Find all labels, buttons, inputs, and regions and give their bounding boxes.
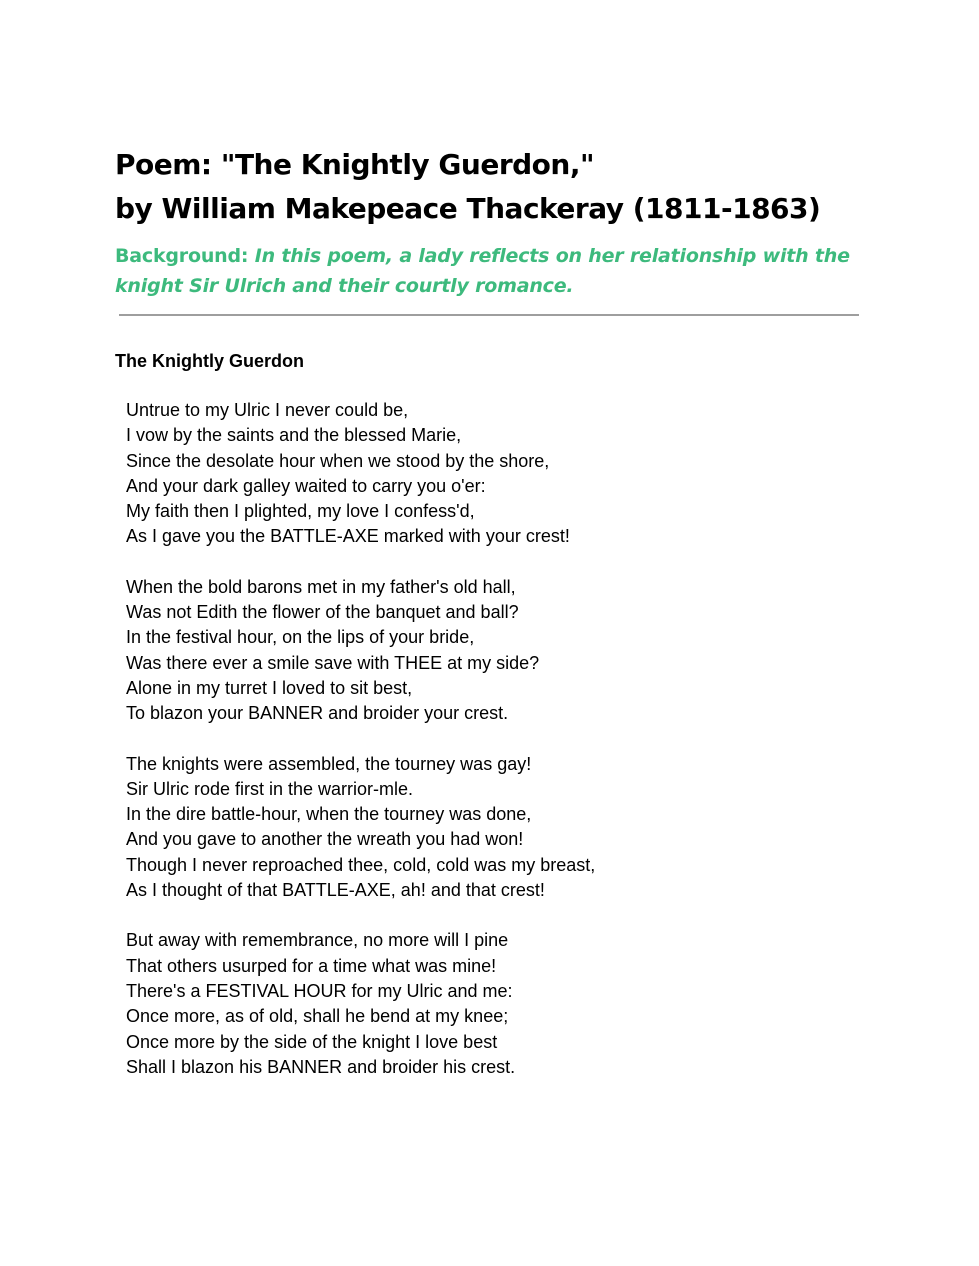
poem-line: As I gave you the BATTLE-AXE marked with your crest! <box>126 526 570 547</box>
poem-title: The Knightly Guerdon <box>115 351 304 371</box>
poem-line: Alone in my turret I loved to sit best, <box>126 677 413 698</box>
poem-line: There's a FESTIVAL HOUR for my Ulric and me: <box>126 980 513 1001</box>
poem-line: The knights were assembled, the tourney was gay! <box>126 753 532 774</box>
poem-line: In the festival hour, on the lips of your bride, <box>126 627 475 648</box>
poem-line: Untrue to my Ulric I never could be, <box>126 400 409 420</box>
stanza-2 <box>126 575 886 727</box>
background-text: In this poem, a lady reflects on her relationship with the knight Sir Ulrich and their courtly romance. <box>115 245 850 297</box>
poem-line: Was not Edith the flower of the banquet and ball? <box>126 602 519 623</box>
page-title <box>115 143 875 231</box>
poem-line: But away with remembrance, no more will I pine <box>126 930 509 951</box>
stanza-1 <box>126 398 886 550</box>
poem-line: That others usurped for a time what was mine! <box>126 955 497 976</box>
poem-line: As I thought of that BATTLE-AXE, ah! and that crest! <box>126 880 545 901</box>
poem-line: When the bold barons met in my father's old hall, <box>126 576 516 597</box>
page-title-line-1: Poem: "The Knightly Guerdon," <box>115 148 595 181</box>
background-label: Background: <box>115 245 249 267</box>
section-divider <box>119 314 859 316</box>
poem-line: Since the desolate hour when we stood by the shore, <box>126 450 550 471</box>
background-paragraph <box>115 241 865 301</box>
poem-line: Once more by the side of the knight I love best <box>126 1031 498 1052</box>
poem-line: I vow by the saints and the blessed Marie, <box>126 425 462 446</box>
poem-line: Though I never reproached thee, cold, cold was my breast, <box>126 854 596 875</box>
poem-line: To blazon your BANNER and broider your crest. <box>126 703 509 724</box>
stanza-4 <box>126 928 886 1080</box>
poem-line: Shall I blazon his BANNER and broider his crest. <box>126 1056 516 1077</box>
poem-line: And you gave to another the wreath you had won! <box>126 829 524 850</box>
poem-line: My faith then I plighted, my love I confess'd, <box>126 501 475 522</box>
poem-line: Sir Ulric rode first in the warrior-mle. <box>126 778 414 799</box>
poem-line: Was there ever a smile save with THEE at my side? <box>126 652 540 673</box>
poem-line: Once more, as of old, shall he bend at my knee; <box>126 1006 509 1027</box>
poem-body <box>126 398 886 1105</box>
stanza-3 <box>126 752 886 904</box>
poem-line: And your dark galley waited to carry you o'er: <box>126 475 486 496</box>
page-title-line-2: by William Makepeace Thackeray (1811-1863) <box>115 192 821 225</box>
poem-line: In the dire battle-hour, when the tourney was done, <box>126 804 532 825</box>
